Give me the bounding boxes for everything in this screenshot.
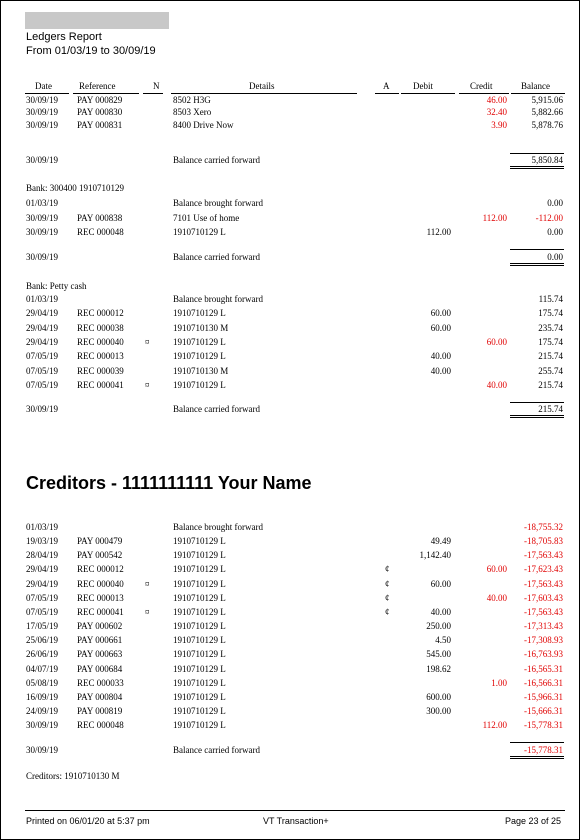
report-period: From 01/03/19 to 30/09/19 [26, 45, 156, 57]
row-date: 30/09/19 [26, 95, 59, 105]
row-balance: 255.74 [538, 365, 563, 376]
row-date: 01/03/19 [26, 294, 59, 304]
table-row [1, 351, 580, 363]
footer-app-name: VT Transaction+ [263, 816, 329, 826]
row-reference: REC 000041 [77, 606, 124, 617]
row-details: 8502 H3G [173, 95, 211, 105]
row-reference: REC 000040 [77, 578, 124, 589]
row-date: 28/04/19 [26, 550, 59, 561]
row-a-flag: ¢ [385, 606, 390, 617]
row-balance: -18,755.32 [524, 522, 563, 532]
column-header-details: Details [249, 81, 275, 91]
column-header-credit: Credit [470, 81, 493, 91]
cf-balance: 5,850.84 [531, 155, 563, 165]
row-reference: REC 000040 [77, 336, 124, 347]
table-row [1, 649, 580, 661]
table-row [1, 107, 580, 119]
row-details: 1910710129 L [173, 635, 226, 646]
row-balance: -15,666.31 [524, 705, 563, 716]
row-debit: 600.00 [426, 691, 451, 702]
row-reference: REC 000041 [77, 379, 124, 390]
redacted-company-name [25, 12, 169, 29]
row-date: 30/09/19 [26, 720, 59, 731]
table-row [1, 308, 580, 320]
header-underline [511, 93, 565, 94]
footer-page-number: Page 23 of 25 [504, 816, 561, 826]
total-top-rule [510, 402, 564, 403]
cf-date: 30/09/19 [26, 155, 59, 165]
row-date: 05/08/19 [26, 677, 59, 688]
row-debit: 4.50 [435, 635, 451, 646]
total-double-rule [510, 263, 564, 266]
bank-account-label: Bank: Petty cash [26, 281, 87, 291]
row-details: Balance brought forward [173, 294, 263, 304]
row-balance: -17,603.43 [524, 592, 563, 603]
table-row [1, 227, 580, 239]
row-details: 8400 Drive Now [173, 119, 234, 130]
row-date: 01/03/19 [26, 198, 59, 208]
table-row [1, 706, 580, 718]
report-title: Ledgers Report [26, 31, 102, 43]
row-date: 30/09/19 [26, 212, 59, 223]
carried-forward-row [1, 745, 580, 757]
row-debit: 60.00 [430, 308, 451, 319]
row-reference: PAY 000804 [77, 691, 123, 702]
table-row [1, 678, 580, 690]
row-balance: 115.74 [538, 294, 563, 304]
column-header-row [1, 81, 580, 93]
row-date: 19/03/19 [26, 536, 59, 547]
table-row [1, 536, 580, 548]
row-credit: 1.00 [491, 677, 507, 688]
header-underline [143, 93, 163, 94]
row-a-flag: ¢ [385, 578, 390, 589]
header-underline [171, 93, 357, 94]
row-debit: 112.00 [426, 227, 451, 237]
row-reference: PAY 000819 [77, 705, 123, 716]
row-details: Balance brought forward [173, 522, 263, 532]
total-top-rule [510, 153, 564, 154]
row-reference: PAY 000602 [77, 621, 123, 632]
cf-balance: 0.00 [547, 252, 563, 262]
table-row [1, 337, 580, 349]
row-debit: 60.00 [430, 578, 451, 589]
cf-date: 30/09/19 [26, 404, 59, 414]
row-debit: 198.62 [426, 663, 451, 674]
row-details: 1910710129 L [173, 621, 226, 632]
row-debit: 40.00 [430, 351, 451, 362]
table-row [1, 607, 580, 619]
cf-details: Balance carried forward [173, 745, 260, 755]
row-balance: 5,878.76 [531, 119, 563, 130]
row-balance: -17,313.43 [524, 621, 563, 632]
row-date: 29/04/19 [26, 564, 59, 575]
row-debit: 60.00 [430, 322, 451, 333]
table-row [1, 380, 580, 392]
row-debit: 545.00 [426, 649, 451, 660]
row-date: 25/06/19 [26, 635, 59, 646]
row-details: 1910710130 M [173, 322, 229, 333]
row-date: 30/09/19 [26, 119, 59, 130]
row-date: 07/05/19 [26, 351, 59, 362]
row-details: 1910710129 L [173, 677, 226, 688]
row-balance: -17,563.43 [524, 606, 563, 617]
row-reference: PAY 000663 [77, 649, 123, 660]
column-header-reference: Reference [79, 81, 116, 91]
row-reference: PAY 000831 [77, 119, 123, 130]
row-balance: -15,966.31 [524, 691, 563, 702]
row-details: 1910710129 L [173, 227, 226, 237]
row-reference: REC 000048 [77, 227, 124, 237]
row-balance: -16,565.31 [524, 663, 563, 674]
table-row [1, 366, 580, 378]
total-top-rule [510, 742, 564, 743]
row-debit: 40.00 [430, 606, 451, 617]
row-details: 1910710129 L [173, 592, 226, 603]
row-balance: 5,915.06 [531, 95, 563, 105]
row-date: 29/04/19 [26, 308, 59, 319]
row-details: 1910710129 L [173, 720, 226, 731]
row-date: 16/09/19 [26, 691, 59, 702]
row-balance: -17,623.43 [524, 564, 563, 575]
row-details: 1910710129 L [173, 705, 226, 716]
row-date: 29/04/19 [26, 322, 59, 333]
row-reference: REC 000039 [77, 365, 124, 376]
row-credit: 40.00 [486, 592, 507, 603]
row-reference: REC 000033 [77, 677, 124, 688]
row-date: 30/09/19 [26, 227, 59, 237]
row-reference: PAY 000542 [77, 550, 123, 561]
row-details: 1910710129 L [173, 606, 226, 617]
row-n-flag: ¤ [145, 606, 150, 617]
row-reference: REC 000013 [77, 592, 124, 603]
total-double-rule [510, 166, 564, 169]
column-header-n: N [153, 81, 160, 91]
carried-forward-row [1, 404, 580, 416]
row-reference: PAY 000838 [77, 212, 123, 223]
column-header-debit: Debit [413, 81, 433, 91]
table-row [1, 522, 580, 534]
table-row [1, 692, 580, 704]
row-balance: -16,566.31 [524, 677, 563, 688]
table-row [1, 550, 580, 562]
row-credit: 112.00 [482, 212, 507, 223]
row-balance: -112.00 [535, 212, 563, 223]
row-reference: PAY 000830 [77, 107, 123, 118]
total-double-rule [510, 756, 564, 759]
row-details: 1910710129 L [173, 379, 226, 390]
row-debit: 49.49 [430, 536, 451, 547]
footer-printed-date: Printed on 06/01/20 at 5:37 pm [26, 816, 150, 826]
next-account-label: Creditors: 1910710130 M [26, 771, 120, 781]
row-balance: -17,563.43 [524, 550, 563, 561]
row-details: 7101 Use of home [173, 212, 240, 223]
footer-rule [25, 810, 565, 811]
column-header-a: A [383, 81, 390, 91]
row-n-flag: ¤ [145, 578, 150, 589]
row-reference: PAY 000479 [77, 536, 123, 547]
row-credit: 60.00 [486, 336, 507, 347]
row-credit: 60.00 [486, 564, 507, 575]
row-balance: -17,308.93 [524, 635, 563, 646]
row-details: 1910710129 L [173, 649, 226, 660]
column-header-balance: Balance [521, 81, 550, 91]
cf-balance: 215.74 [538, 404, 563, 414]
row-debit: 1,142.40 [419, 550, 451, 561]
row-balance: 5,882.66 [531, 107, 563, 118]
row-reference: REC 000012 [77, 564, 124, 575]
total-top-rule [510, 249, 564, 250]
table-row [1, 593, 580, 605]
cf-details: Balance carried forward [173, 252, 260, 262]
table-row [1, 664, 580, 676]
row-date: 29/04/19 [26, 578, 59, 589]
carried-forward-row [1, 155, 580, 167]
row-details: 8503 Xero [173, 107, 212, 118]
row-details: 1910710129 L [173, 691, 226, 702]
row-balance: 215.74 [538, 351, 563, 362]
row-credit: 32.40 [486, 107, 507, 118]
row-debit: 300.00 [426, 705, 451, 716]
row-date: 07/05/19 [26, 379, 59, 390]
table-row [1, 635, 580, 647]
row-details: 1910710129 L [173, 336, 226, 347]
row-balance: 0.00 [547, 198, 563, 208]
cf-date: 30/09/19 [26, 745, 59, 755]
row-balance: 215.74 [538, 379, 563, 390]
row-date: 04/07/19 [26, 663, 59, 674]
row-reference: PAY 000829 [77, 95, 123, 105]
table-row [1, 579, 580, 591]
cf-balance: -15,778.31 [524, 745, 563, 755]
row-details: 1910710129 L [173, 536, 226, 547]
table-row [1, 213, 580, 225]
row-balance: -17,563.43 [524, 578, 563, 589]
table-row [1, 120, 580, 132]
row-date: 24/09/19 [26, 705, 59, 716]
row-credit: 46.00 [486, 95, 507, 105]
row-details: 1910710129 L [173, 308, 226, 319]
table-row [1, 95, 580, 107]
row-reference: REC 000012 [77, 308, 124, 319]
row-reference: PAY 000684 [77, 663, 123, 674]
section-title-creditors: Creditors - 1111111111 Your Name [26, 473, 312, 493]
row-details: 1910710129 L [173, 564, 226, 575]
table-row [1, 564, 580, 576]
cf-details: Balance carried forward [173, 404, 260, 414]
table-row [1, 720, 580, 732]
row-reference: REC 000013 [77, 351, 124, 362]
carried-forward-row [1, 252, 580, 264]
row-debit: 40.00 [430, 365, 451, 376]
column-header-date: Date [35, 81, 52, 91]
row-balance: 0.00 [547, 227, 563, 237]
row-balance: -18,705.83 [524, 536, 563, 547]
cf-date: 30/09/19 [26, 252, 59, 262]
row-credit: 40.00 [486, 379, 507, 390]
row-date: 29/04/19 [26, 336, 59, 347]
row-reference: PAY 000661 [77, 635, 123, 646]
table-row [1, 323, 580, 335]
header-underline [401, 93, 455, 94]
row-n-flag: ¤ [145, 336, 150, 347]
row-date: 07/05/19 [26, 592, 59, 603]
total-double-rule [510, 415, 564, 418]
bank-account-label: Bank: 300400 1910710129 [26, 183, 124, 193]
row-date: 26/06/19 [26, 649, 59, 660]
row-date: 30/09/19 [26, 107, 59, 118]
row-details: 1910710129 L [173, 550, 226, 561]
row-date: 07/05/19 [26, 365, 59, 376]
row-balance: 175.74 [538, 308, 563, 319]
row-n-flag: ¤ [145, 379, 150, 390]
row-details: 1910710130 M [173, 365, 229, 376]
row-reference: REC 000048 [77, 720, 124, 731]
row-date: 17/05/19 [26, 621, 59, 632]
row-balance: 235.74 [538, 322, 563, 333]
row-balance: 175.74 [538, 336, 563, 347]
row-a-flag: ¢ [385, 592, 390, 603]
row-reference: REC 000038 [77, 322, 124, 333]
row-details: 1910710129 L [173, 351, 226, 362]
header-underline [73, 93, 139, 94]
table-row [1, 294, 580, 306]
table-row [1, 621, 580, 633]
table-row [1, 198, 580, 210]
row-balance: -15,778.31 [524, 720, 563, 731]
header-underline [375, 93, 399, 94]
row-date: 07/05/19 [26, 606, 59, 617]
row-details: 1910710129 L [173, 663, 226, 674]
row-credit: 112.00 [482, 720, 507, 731]
header-underline [459, 93, 509, 94]
cf-details: Balance carried forward [173, 155, 260, 165]
row-details: 1910710129 L [173, 578, 226, 589]
row-date: 01/03/19 [26, 522, 59, 532]
row-debit: 250.00 [426, 621, 451, 632]
row-a-flag: ¢ [385, 564, 390, 575]
row-details: Balance brought forward [173, 198, 263, 208]
header-underline [25, 93, 69, 94]
row-credit: 3.90 [491, 119, 507, 130]
row-balance: -16,763.93 [524, 649, 563, 660]
